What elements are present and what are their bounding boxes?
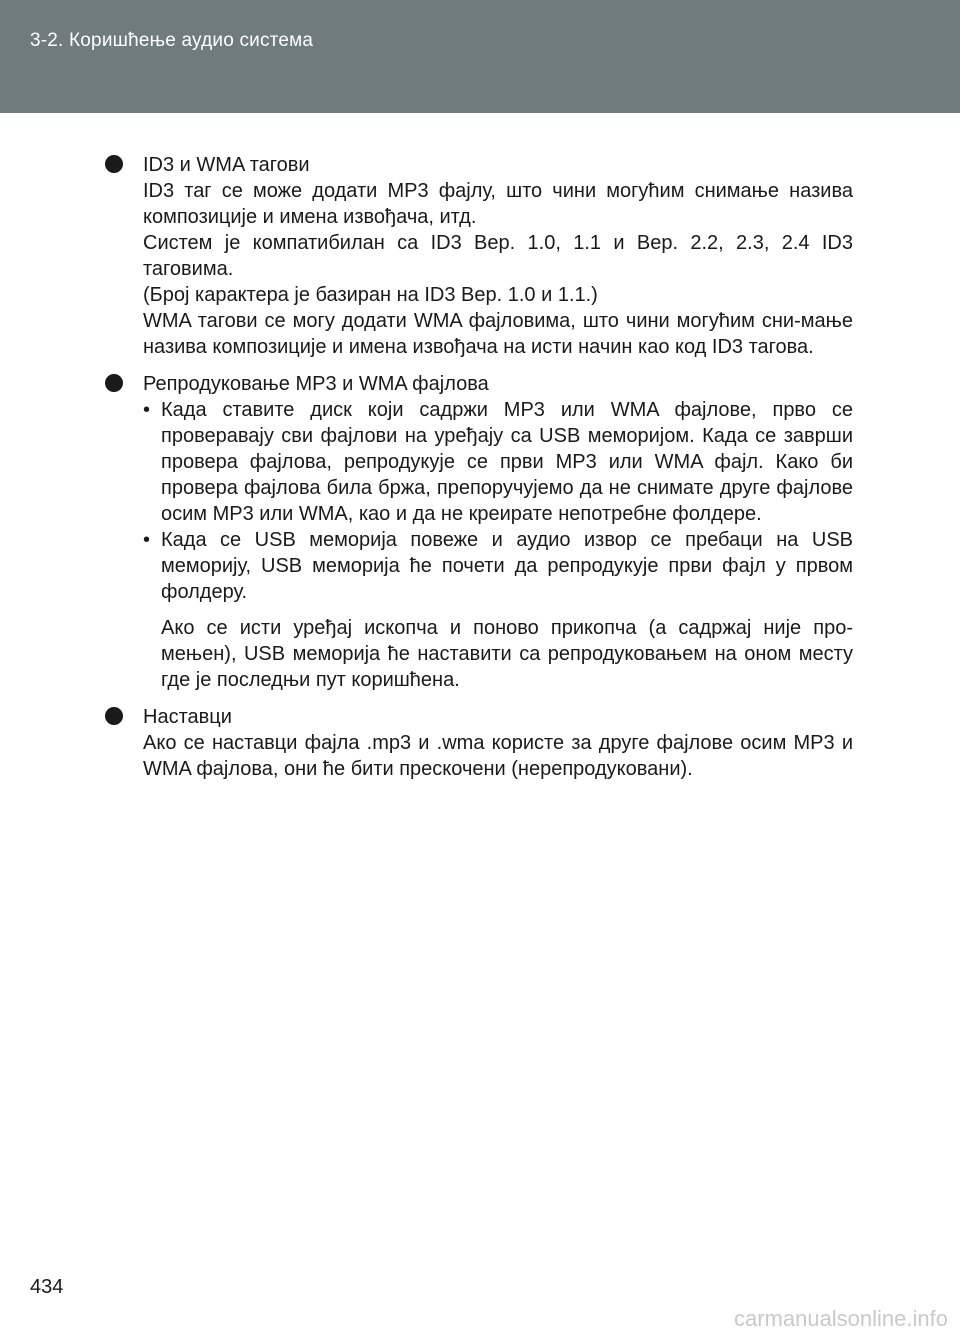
id3-heading: ID3 и WMA тагови bbox=[143, 154, 310, 176]
playback-note: Ако се исти уређај ископча и поново прикопча (а садржај није про-мењен), USB меморија ће наставити са репродуковањем на оном месту где је последњи пут коришћена. bbox=[161, 617, 853, 691]
section-title: 3-2. Коришћење аудио система bbox=[30, 30, 314, 51]
watermark: carmanualsonline.info bbox=[733, 1306, 948, 1331]
page-number: 434 bbox=[30, 1276, 64, 1298]
list-item-text: Када се USB меморија повеже и аудио извор се пребаци на USB меморију, USB меморија ће почети да репродукује први фајл у првом фолдеру. bbox=[161, 529, 853, 603]
id3-paragraph: ID3 таг се може додати MP3 фајлу, што чини могућим снимање назива композиције и имена извођача, итд. bbox=[143, 180, 853, 228]
bullet-icon bbox=[105, 155, 123, 173]
main-content bbox=[125, 152, 853, 793]
playback-heading: Репродуковање MP3 и WMA фајлова bbox=[143, 373, 489, 395]
id3-paragraph: WMA тагови се могу додати WMA фајловима, што чини могућим сни-мање назива композиције и имена извођача на исти начин као код ID3 тагова. bbox=[143, 310, 853, 358]
list-dot: • bbox=[143, 399, 151, 421]
extensions-paragraph: Ако се наставци фајла .mp3 и .wma користе за друге фајлове осим MP3 и WMA фајлова, они ће бити прескочени (нерепродуковани). bbox=[143, 732, 853, 780]
list-item bbox=[125, 397, 853, 527]
id3-paragraph: (Број карактера је базиран на ID3 Вер. 1.0 и 1.1.) bbox=[143, 284, 598, 306]
id3-section bbox=[125, 152, 853, 360]
extensions-heading: Наставци bbox=[143, 706, 232, 728]
id3-paragraph: Систем је компатибилан са ID3 Вер. 1.0, 1.1 и Вер. 2.2, 2.3, 2.4 ID3 таговима. bbox=[143, 232, 853, 280]
header-band bbox=[0, 0, 960, 113]
list-item bbox=[125, 527, 853, 605]
extensions-section bbox=[125, 704, 853, 782]
bullet-icon bbox=[105, 374, 123, 392]
playback-section bbox=[125, 371, 853, 693]
list-dot: • bbox=[143, 529, 151, 551]
list-item-text: Када ставите диск који садржи MP3 или WMA фајлове, прво се проверавају сви фајлови на уређају са USB меморијом. Када се заврши провера фајлова, репродукује се први MP3 или WMA фајл. Како би провера фајлова била бржа, препоручујемо да не снимате друге фајлове осим MP3 или WMA, као и да не креирате непотребне фолдере. bbox=[161, 399, 853, 525]
bullet-icon bbox=[105, 707, 123, 725]
